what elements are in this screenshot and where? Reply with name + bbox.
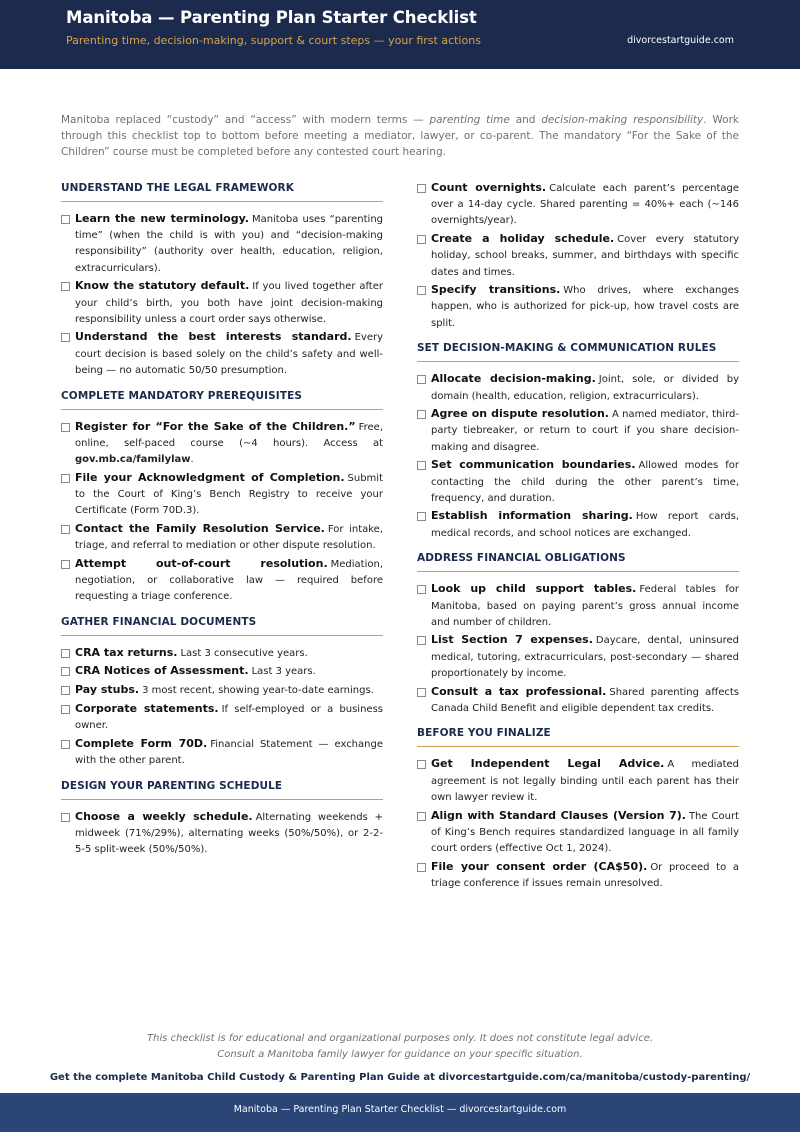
item-heading: Register for “For the Sake of the Children.” [75,419,356,433]
checklist-item [417,180,739,230]
disclaimer [0,1031,800,1063]
item-heading: Corporate statements. [75,701,219,715]
checkbox[interactable] [61,525,70,534]
checklist-item [417,684,739,717]
item-text: If you lived together after your child’s birth, you both have joint decision-making responsibility unless a court order says otherwise. [75,281,383,325]
section-title: COMPLETE MANDATORY PREREQUISITES [61,388,383,410]
intro-term-parenting-time: parenting time [429,114,510,126]
item-heading: File your consent order (CA$50). [431,859,648,873]
section-title: ADDRESS FINANCIAL OBLIGATIONS [417,550,739,572]
item-heading: Count overnights. [431,181,547,194]
checkbox[interactable] [417,375,426,384]
footer-text: Manitoba — Parenting Plan Starter Checklist — divorcestartguide.com [233,1104,567,1115]
item-heading: File your Acknowledgment of Completion. [75,470,345,484]
checklist-item [61,645,383,662]
item-heading: Consult a tax professional. [431,684,607,698]
item-heading: Create a holiday schedule. [431,232,615,246]
right-column [417,180,739,901]
checkbox[interactable] [61,474,70,483]
item-text: Last 3 consecutive years. [180,647,308,659]
checklist-section [61,388,383,614]
section-title: DESIGN YOUR PARENTING SCHEDULE [61,778,383,800]
item-text: Who drives, where exchanges happen, who is authorized for pick-up, how travel costs are split. [431,285,739,329]
checklist-section [417,550,739,725]
item-text: Last 3 years. [251,666,316,678]
checklist-item [61,736,383,769]
page-title: Manitoba — Parenting Plan Starter Checklist [66,8,477,27]
item-text: If self-employed or a business owner. [75,703,383,732]
checklist-section [417,725,739,900]
item-text: Shared parenting affects Canada Child Benefit and eligible dependent tax credits. [431,686,739,714]
disclaimer-line-1: This checklist is for educational and organizational purposes only. It does not constitute legal advice. [146,1033,654,1044]
item-text: Daycare, dental, uninsured medical, tutoring, extracurriculars, post-secondary — shared proportionately by income. [431,635,739,679]
item-text: Calculate each parent’s percentage over a 14-day cycle. Shared parenting = 40%+ each (∼146 overnights/year). [431,183,739,227]
checkbox[interactable] [61,282,70,291]
item-heading: CRA Notices of Assessment. [75,664,249,678]
checkbox[interactable] [61,333,70,342]
checklist-item [61,278,383,328]
item-heading: CRA tax returns. [75,645,178,659]
item-text: Manitoba uses “parenting time” (when the child is with you) and “decision-making responsibility” (authority over health, education, religion, extracurriculars). [75,214,384,274]
checklist-section [417,340,739,550]
section-title: UNDERSTAND THE LEGAL FRAMEWORK [61,180,383,202]
item-heading: Align with Standard Clauses (Version 7). [431,808,686,822]
item-heading: Pay stubs. [75,683,140,697]
item-heading: Contact the Family Resolution Service. [75,521,325,535]
checklist-item [417,457,739,507]
checklist-item [61,809,383,859]
intro-text-3: . Work through this checklist top to bottom before meeting a mediator, lawyer, or co-parent. The mandatory “For the Sake of the Children” course must be completed before any contested court hearing. [61,114,740,159]
checklist-item [417,282,739,332]
intro-paragraph [61,112,739,161]
item-heading: Set communication boundaries. [431,458,636,472]
checkbox[interactable] [417,512,426,521]
checkbox[interactable] [417,286,426,295]
item-heading: Complete Form 70D. [75,736,208,750]
checkbox[interactable] [417,184,426,193]
checkbox[interactable] [417,688,426,697]
item-text: How report cards, medical records, and school notices are exchanged. [431,511,740,539]
item-text-end: . [190,453,194,465]
item-text: A named mediator, third-party tiebreaker, or return to court if you share decision-making and disagree. [431,409,739,453]
checkbox[interactable] [417,812,426,821]
checkbox[interactable] [417,235,426,244]
checklist-item [417,581,739,631]
item-heading: Attempt out-of-court resolution. [75,556,328,570]
checkbox[interactable] [417,410,426,419]
item-heading: Get Independent Legal Advice. [431,757,665,771]
item-text: Joint, sole, or divided by domain (health, education, religion, extracurriculars). [431,374,739,402]
checklist-item [417,756,739,806]
item-heading: Look up child support tables. [431,582,637,596]
checkbox[interactable] [61,215,70,224]
checklist-item [417,231,739,281]
checklist-item [417,406,739,456]
guide-link[interactable]: Get the complete Manitoba Child Custody & Parenting Plan Guide at divorcestartguide.com/ca/manitoba/custody-parenting/ [49,1072,751,1083]
checklist-item [417,371,739,404]
item-text: Every court decision is based solely on the child’s safety and well-being — no automatic 50/50 presumption. [75,332,383,376]
intro-term-decision-making: decision-making responsibility [541,114,704,126]
checklist-section [417,180,739,340]
checkbox[interactable] [417,585,426,594]
item-text: For intake, triage, and referral to mediation or other dispute resolution. [75,523,384,551]
checkbox[interactable] [417,760,426,769]
section-title: BEFORE YOU FINALIZE [417,725,739,747]
checkbox[interactable] [61,740,70,749]
page-subtitle: Parenting time, decision-making, support & court steps — your first actions [66,34,481,47]
item-heading: List Section 7 expenses. [431,633,593,647]
disclaimer-line-2: Consult a Manitoba family lawyer for guidance on your specific situation. [217,1049,583,1060]
left-column [61,180,383,867]
checklist-section [61,778,383,867]
item-text: Allowed modes for contacting the child during the other parent’s time, frequency, and duration. [431,460,739,504]
checklist-section [61,614,383,778]
checkbox[interactable] [61,423,70,432]
item-text: Alternating weekends + midweek (71%/29%), alternating weeks (50%/50%), or 2-2-5-5 split-week (50%/50%). [75,811,383,856]
checkbox[interactable] [61,667,70,676]
item-text: Submit to the Court of King’s Bench Registry to receive your Certificate (Form 70D.3). [75,472,383,517]
item-text: A mediated agreement is not legally binding until each parent has their own lawyer review it. [431,759,740,803]
checkbox[interactable] [417,461,426,470]
checklist-item [417,632,739,682]
checklist-item [61,329,383,379]
checklist-item [61,521,383,554]
site-name: divorcestartguide.com [627,35,734,46]
checklist-item [61,663,383,680]
item-heading: Understand the best interests standard. [75,330,352,344]
checkbox[interactable] [61,813,70,822]
item-heading: Choose a weekly schedule. [75,809,253,823]
checklist-item [417,508,739,541]
section-title: GATHER FINANCIAL DOCUMENTS [61,614,383,636]
intro-text-2: and [509,114,542,126]
checkbox[interactable] [417,863,426,872]
checklist-item [417,859,739,892]
checklist-item [61,470,383,520]
checkbox[interactable] [417,636,426,645]
checklist-item [61,419,383,469]
item-text: Mediation, negotiation, or collaborative law — required before requesting a triage conference. [75,558,383,603]
item-text: Federal tables for Manitoba, based on paying parent’s gross annual income and number of children. [431,584,739,628]
section-title: SET DECISION-MAKING & COMMUNICATION RULES [417,340,739,362]
checkbox[interactable] [61,705,70,714]
item-heading: Know the statutory default. [75,279,250,293]
item-heading: Allocate decision-making. [431,372,596,386]
item-text: The Court of King’s Bench requires standardized language in all family court orders (effective Oct 1, 2024). [431,810,739,854]
checklist-item [61,682,383,699]
checklist-item [61,556,383,606]
checklist-item [61,211,383,277]
item-text: Financial Statement — exchange with the other parent. [75,738,383,766]
checklist-item [417,808,739,858]
checkbox[interactable] [61,560,70,569]
item-heading: Agree on dispute resolution. [431,407,609,421]
item-heading: Establish information sharing. [431,509,633,523]
item-text: Cover every statutory holiday, school breaks, summer, and birthdays with specific dates and times. [431,234,739,278]
item-heading: Specify transitions. [431,283,561,297]
familylaw-link[interactable]: gov.mb.ca/familylaw [75,453,191,465]
page-header [0,0,800,69]
item-text: Free, online, self-paced course (∼4 hours). Access at [75,421,383,449]
checklist-section [61,180,383,388]
checkbox[interactable] [61,649,70,658]
item-heading: Learn the new terminology. [75,212,249,225]
checklist-item [61,701,383,734]
item-text: Or proceed to a triage conference if issues remain unresolved. [431,861,739,889]
item-text: 3 most recent, showing year-to-date earnings. [142,685,374,697]
checkbox[interactable] [61,686,70,695]
page-footer [0,1093,800,1132]
intro-text-1: Manitoba replaced “custody” and “access” with modern terms — [61,114,430,126]
